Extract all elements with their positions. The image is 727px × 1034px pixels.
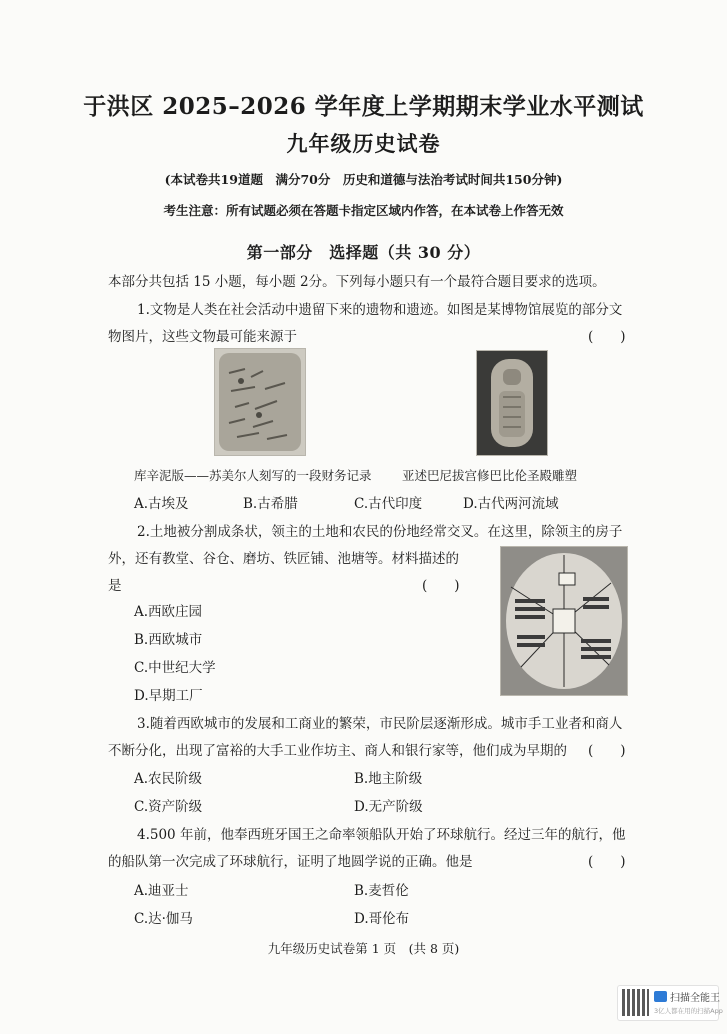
- section-title: 第一部分 选择题（共 30 分）: [246, 243, 481, 262]
- q1-stem-line1: 1.文物是人类在社会活动中遗留下来的遗物和遗迹。如图是某博物馆展览的部分文: [137, 302, 623, 318]
- q4-option-d: D.哥伦布: [354, 911, 410, 927]
- q2-option-b: B.西欧城市: [134, 632, 203, 648]
- q3-option-a: A.农民阶级: [134, 771, 203, 787]
- page-footer: 九年级历史试卷第 1 页 (共 8 页): [267, 941, 460, 956]
- q1-option-d: D.古代两河流域: [463, 496, 559, 512]
- q2-option-a: A.西欧庄园: [134, 604, 203, 620]
- q3-option-d: D.无产阶级: [354, 799, 423, 815]
- q2-answer-paren: ( ): [422, 578, 460, 594]
- scanner-logo-icon: [654, 991, 667, 1002]
- q4-option-a: A.迪亚士: [134, 883, 189, 899]
- q4-answer-paren: ( ): [588, 854, 626, 870]
- section-instruction: 本部分共包括 15 小题，每小题 2分。下列每小题只有一个最符合题目要求的选项。: [108, 274, 606, 290]
- q4-stem-line2: 的船队第一次完成了环球航行，证明了地圆学说的正确。他是: [108, 854, 473, 870]
- watermark-app-name: 扫描全能王: [670, 993, 720, 1004]
- q4-option-c: C.达·伽马: [134, 911, 193, 927]
- q1-option-a: A.古埃及: [134, 496, 189, 512]
- q1-option-c: C.古代印度: [354, 496, 423, 512]
- q3-answer-paren: ( ): [588, 743, 626, 759]
- q2-option-c: C.中世纪大学: [134, 660, 216, 676]
- q3-option-c: C.资产阶级: [134, 799, 203, 815]
- watermark-subtitle: 3亿人都在用的扫描App: [654, 1007, 723, 1015]
- q2-stem-line2: 外，还有教堂、谷仓、磨坊、铁匠铺、池塘等。材料描述的: [108, 551, 459, 567]
- exam-info: (本试卷共19道题 满分70分 历史和道德与法治考试时间共150分钟): [164, 172, 563, 187]
- manor-diagram-image: [500, 546, 628, 696]
- exam-subtitle: 九年级历史试卷: [286, 131, 441, 156]
- q1-caption-left: 库辛泥版——苏美尔人刻写的一段财务记录: [134, 468, 372, 483]
- qr-code-icon: [622, 989, 649, 1016]
- q1-stem-line2: 物图片，这些文物最可能来源于: [108, 329, 297, 345]
- q3-option-b: B.地主阶级: [354, 771, 423, 787]
- q3-stem-line1: 3.随着西欧城市的发展和工商业的繁荣，市民阶层逐渐形成。城市手工业者和商人: [137, 716, 623, 732]
- q3-stem-line2: 不断分化，出现了富裕的大手工业作坊主、商人和银行家等，他们成为早期的: [108, 743, 567, 759]
- exam-notice: 考生注意：所有试题必须在答题卡指定区域内作答，在本试卷上作答无效: [163, 203, 564, 218]
- assyrian-sculpture-image: [476, 350, 548, 456]
- q4-option-b: B.麦哲伦: [354, 883, 409, 899]
- scanner-watermark[interactable]: [617, 985, 723, 1021]
- q4-stem-line1: 4.500 年前，他奉西班牙国王之命率领船队开始了环球航行。经过三年的航行，他: [137, 827, 626, 843]
- q1-answer-paren: ( ): [588, 329, 626, 345]
- q2-stem-line3: 是: [108, 578, 122, 594]
- q1-option-b: B.古希腊: [243, 496, 298, 512]
- q1-caption-right: 亚述巴尼拔宫修巴比伦圣殿雕塑: [402, 468, 578, 483]
- exam-title: 于洪区 2025–2026 学年度上学期期末学业水平测试: [83, 93, 644, 120]
- q2-option-d: D.早期工厂: [134, 688, 203, 704]
- q2-stem-line1: 2.土地被分割成条状，领主的土地和农民的份地经常交叉。在这里，除领主的房子: [137, 524, 623, 540]
- clay-tablet-image: [214, 348, 306, 456]
